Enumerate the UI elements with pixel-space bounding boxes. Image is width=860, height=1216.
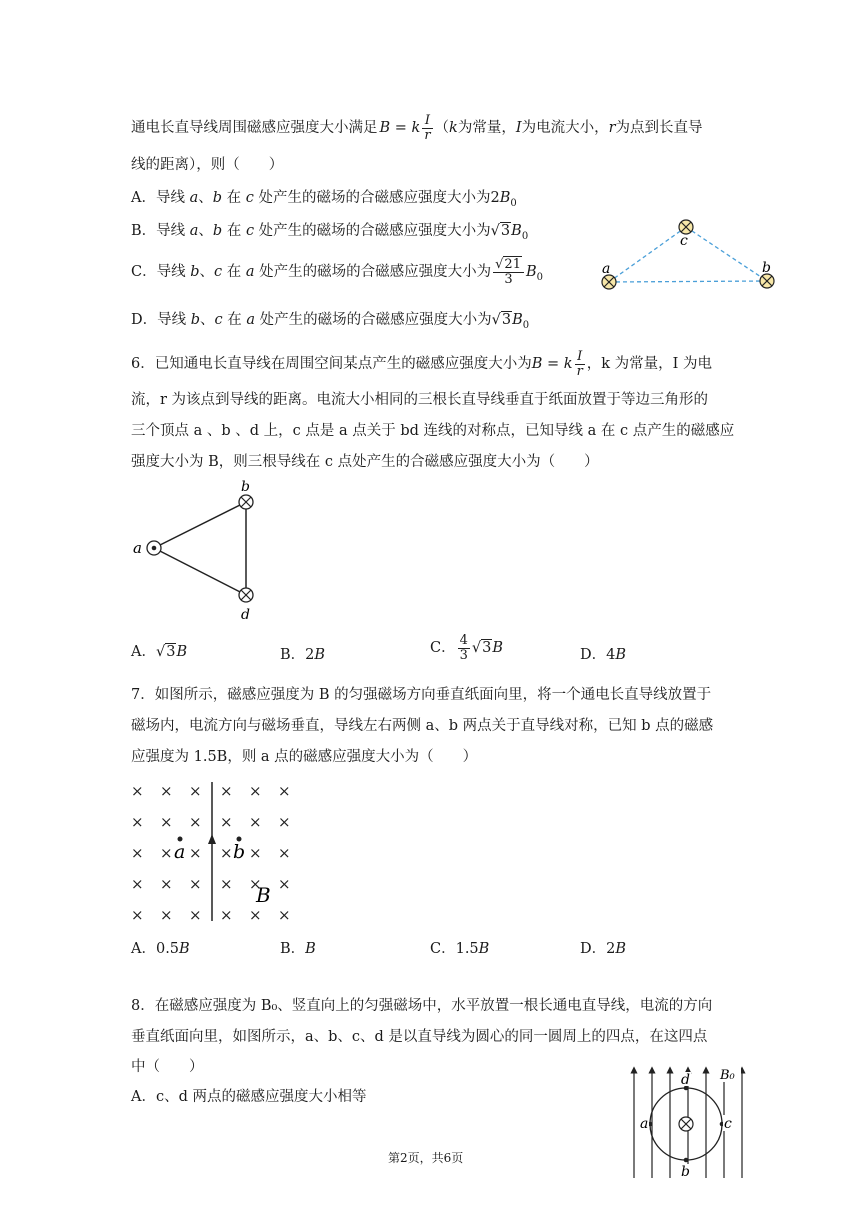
svg-text:×: × — [220, 875, 233, 893]
q6-line4: 强度大小为 B，则三根导线在 c 点处产生的合磁感应强度大小为（ ） — [131, 454, 599, 470]
q6-formula-fraction: $\frac{I}{r}$ — [576, 349, 583, 379]
current-up-arrow-icon — [208, 834, 216, 844]
svg-text:×: × — [278, 813, 291, 831]
svg-text:×: × — [189, 875, 202, 893]
svg-text:×: × — [189, 813, 202, 831]
svg-text:×: × — [160, 782, 173, 800]
q5-option-c: C．导线 b、c 在 a 处产生的磁场的合磁感应强度大小为 $\frac{√21}{3}$ $B_0$ — [131, 257, 543, 287]
q6-line3: 三个顶点 a 、b 、d 上，c 点是 a 点关于 bd 连线的对称点，已知导线 a 在 c 点产生的磁感应 — [131, 423, 735, 439]
svg-text:×: × — [189, 844, 202, 862]
q6-option-d: D．4B — [580, 647, 627, 663]
q8-field-diagram — [622, 1062, 762, 1180]
svg-text:×: × — [160, 875, 173, 893]
svg-text:×: × — [160, 906, 173, 924]
svg-text:×: × — [131, 782, 144, 800]
q5-formula-fraction: $\frac{I}{r}$ — [424, 113, 431, 143]
q8-line3: 中（ ） — [131, 1059, 204, 1075]
wire-a-out-of-page-icon — [147, 541, 161, 555]
label-B: B — [256, 883, 271, 907]
q6-option-c: C． $\frac{4}{3}$ √3B — [430, 633, 504, 663]
dashed-line-cb — [686, 227, 767, 281]
q5-line2: 线的距离），则（ ） — [131, 157, 284, 173]
q5-option-d: D．导线 b、c 在 a 处产生的磁场的合磁感应强度大小为$√3B_0$ — [131, 312, 530, 331]
svg-text:×: × — [131, 906, 144, 924]
q7-option-d: D．2B — [580, 941, 627, 957]
wire-b-into-page-icon — [239, 495, 253, 509]
svg-text:×: × — [249, 813, 262, 831]
svg-text:×: × — [220, 813, 233, 831]
q6-option-a: A．√3B — [131, 644, 188, 660]
svg-text:×: × — [278, 906, 291, 924]
label-B0: B₀ — [720, 1068, 735, 1083]
q6-line2: 流，r 为该点到导线的距离。电流大小相同的三根长直导线垂直于纸面放置于等边三角形的 — [131, 392, 709, 408]
q7-option-a: A．0.5B — [131, 941, 190, 957]
svg-text:×: × — [249, 875, 262, 893]
label-b: b — [233, 841, 246, 863]
q5-option-a: A．导线 a、b 在 c 处产生的磁场的合磁感应强度大小为$2B_0$ — [131, 190, 517, 209]
q5-line1-text: 通电长直导线周围磁感应强度大小满足 — [131, 120, 378, 137]
svg-text:×: × — [249, 906, 262, 924]
dashed-line-ab — [609, 281, 767, 282]
wire-c-into-page-icon — [679, 220, 693, 234]
wire-into-page-icon — [679, 1117, 693, 1131]
label-a: a — [602, 261, 611, 277]
svg-text:×: × — [131, 844, 144, 862]
q6-triangle-diagram — [125, 478, 275, 626]
svg-text:×: × — [249, 844, 262, 862]
svg-text:×: × — [131, 875, 144, 893]
page-footer: 第2页，共6页 — [388, 1151, 464, 1165]
label-c: c — [680, 233, 688, 249]
svg-text:×: × — [131, 813, 144, 831]
q5-line1: 通电长直导线周围磁感应强度大小满足 B = k $\frac{I}{r}$ （k为常量，I为电流大小，r为点到长直导 — [131, 113, 703, 143]
svg-text:×: × — [160, 844, 173, 862]
q6-option-b: B．2B — [280, 647, 326, 663]
wire-a-into-page-icon — [602, 275, 616, 289]
label-d: d — [681, 1072, 690, 1088]
label-b: b — [762, 260, 771, 276]
q5-option-b: B．导线 a、b 在 c 处产生的磁场的合磁感应强度大小为$√3B_0$ — [131, 223, 529, 242]
side-ad — [154, 548, 246, 595]
label-a: a — [640, 1116, 649, 1132]
q6-line1: 6．已知通电长直导线在周围空间某点产生的磁感应强度大小为B = k $\frac{I}{r}$ ，k 为常量，I 为电 — [131, 349, 713, 379]
label-b: b — [681, 1164, 690, 1180]
svg-text:×: × — [278, 875, 291, 893]
q7-field-diagram — [125, 778, 305, 928]
label-b: b — [241, 479, 250, 495]
q7-line1: 7．如图所示，磁感应强度为 B 的匀强磁场方向垂直纸面向里，将一个通电长直导线放置于 — [131, 687, 712, 703]
svg-text:×: × — [189, 782, 202, 800]
svg-text:×: × — [220, 906, 233, 924]
q8-option-a: A．c、d 两点的磁感应强度大小相等 — [131, 1089, 367, 1105]
q8-line1: 8．在磁感应强度为 B₀、竖直向上的匀强磁场中，水平放置一根长通电直导线，电流的方向 — [131, 998, 713, 1014]
svg-text:×: × — [220, 782, 233, 800]
label-d: d — [241, 607, 250, 623]
svg-text:×: × — [160, 813, 173, 831]
label-a: a — [133, 539, 142, 557]
label-c: c — [724, 1116, 732, 1132]
q8-line2: 垂直纸面向里，如图所示，a、b、c、d 是以直导线为圆心的同一圆周上的四点，在这四点 — [131, 1029, 708, 1045]
q7-option-c: C．1.5B — [430, 941, 490, 957]
svg-text:×: × — [278, 844, 291, 862]
q7-line3: 应强度为 1.5B，则 a 点的磁感应强度大小为（ ） — [131, 749, 478, 765]
svg-text:×: × — [249, 782, 262, 800]
svg-text:×: × — [220, 844, 233, 862]
dashed-line-ca — [609, 227, 686, 282]
svg-text:×: × — [189, 906, 202, 924]
side-ab — [154, 502, 246, 548]
svg-text:×: × — [278, 782, 291, 800]
q7-line2: 磁场内，电流方向与磁场垂直，导线左右两侧 a、b 两点关于直导线对称，已知 b 点的磁感 — [131, 718, 714, 734]
q5-triangle-diagram — [590, 210, 790, 300]
q7-option-b: B．B — [280, 941, 316, 957]
wire-d-into-page-icon — [239, 588, 253, 602]
label-a: a — [174, 841, 186, 863]
point-b-dot — [684, 1158, 689, 1163]
wire-b-into-page-icon — [760, 274, 774, 288]
